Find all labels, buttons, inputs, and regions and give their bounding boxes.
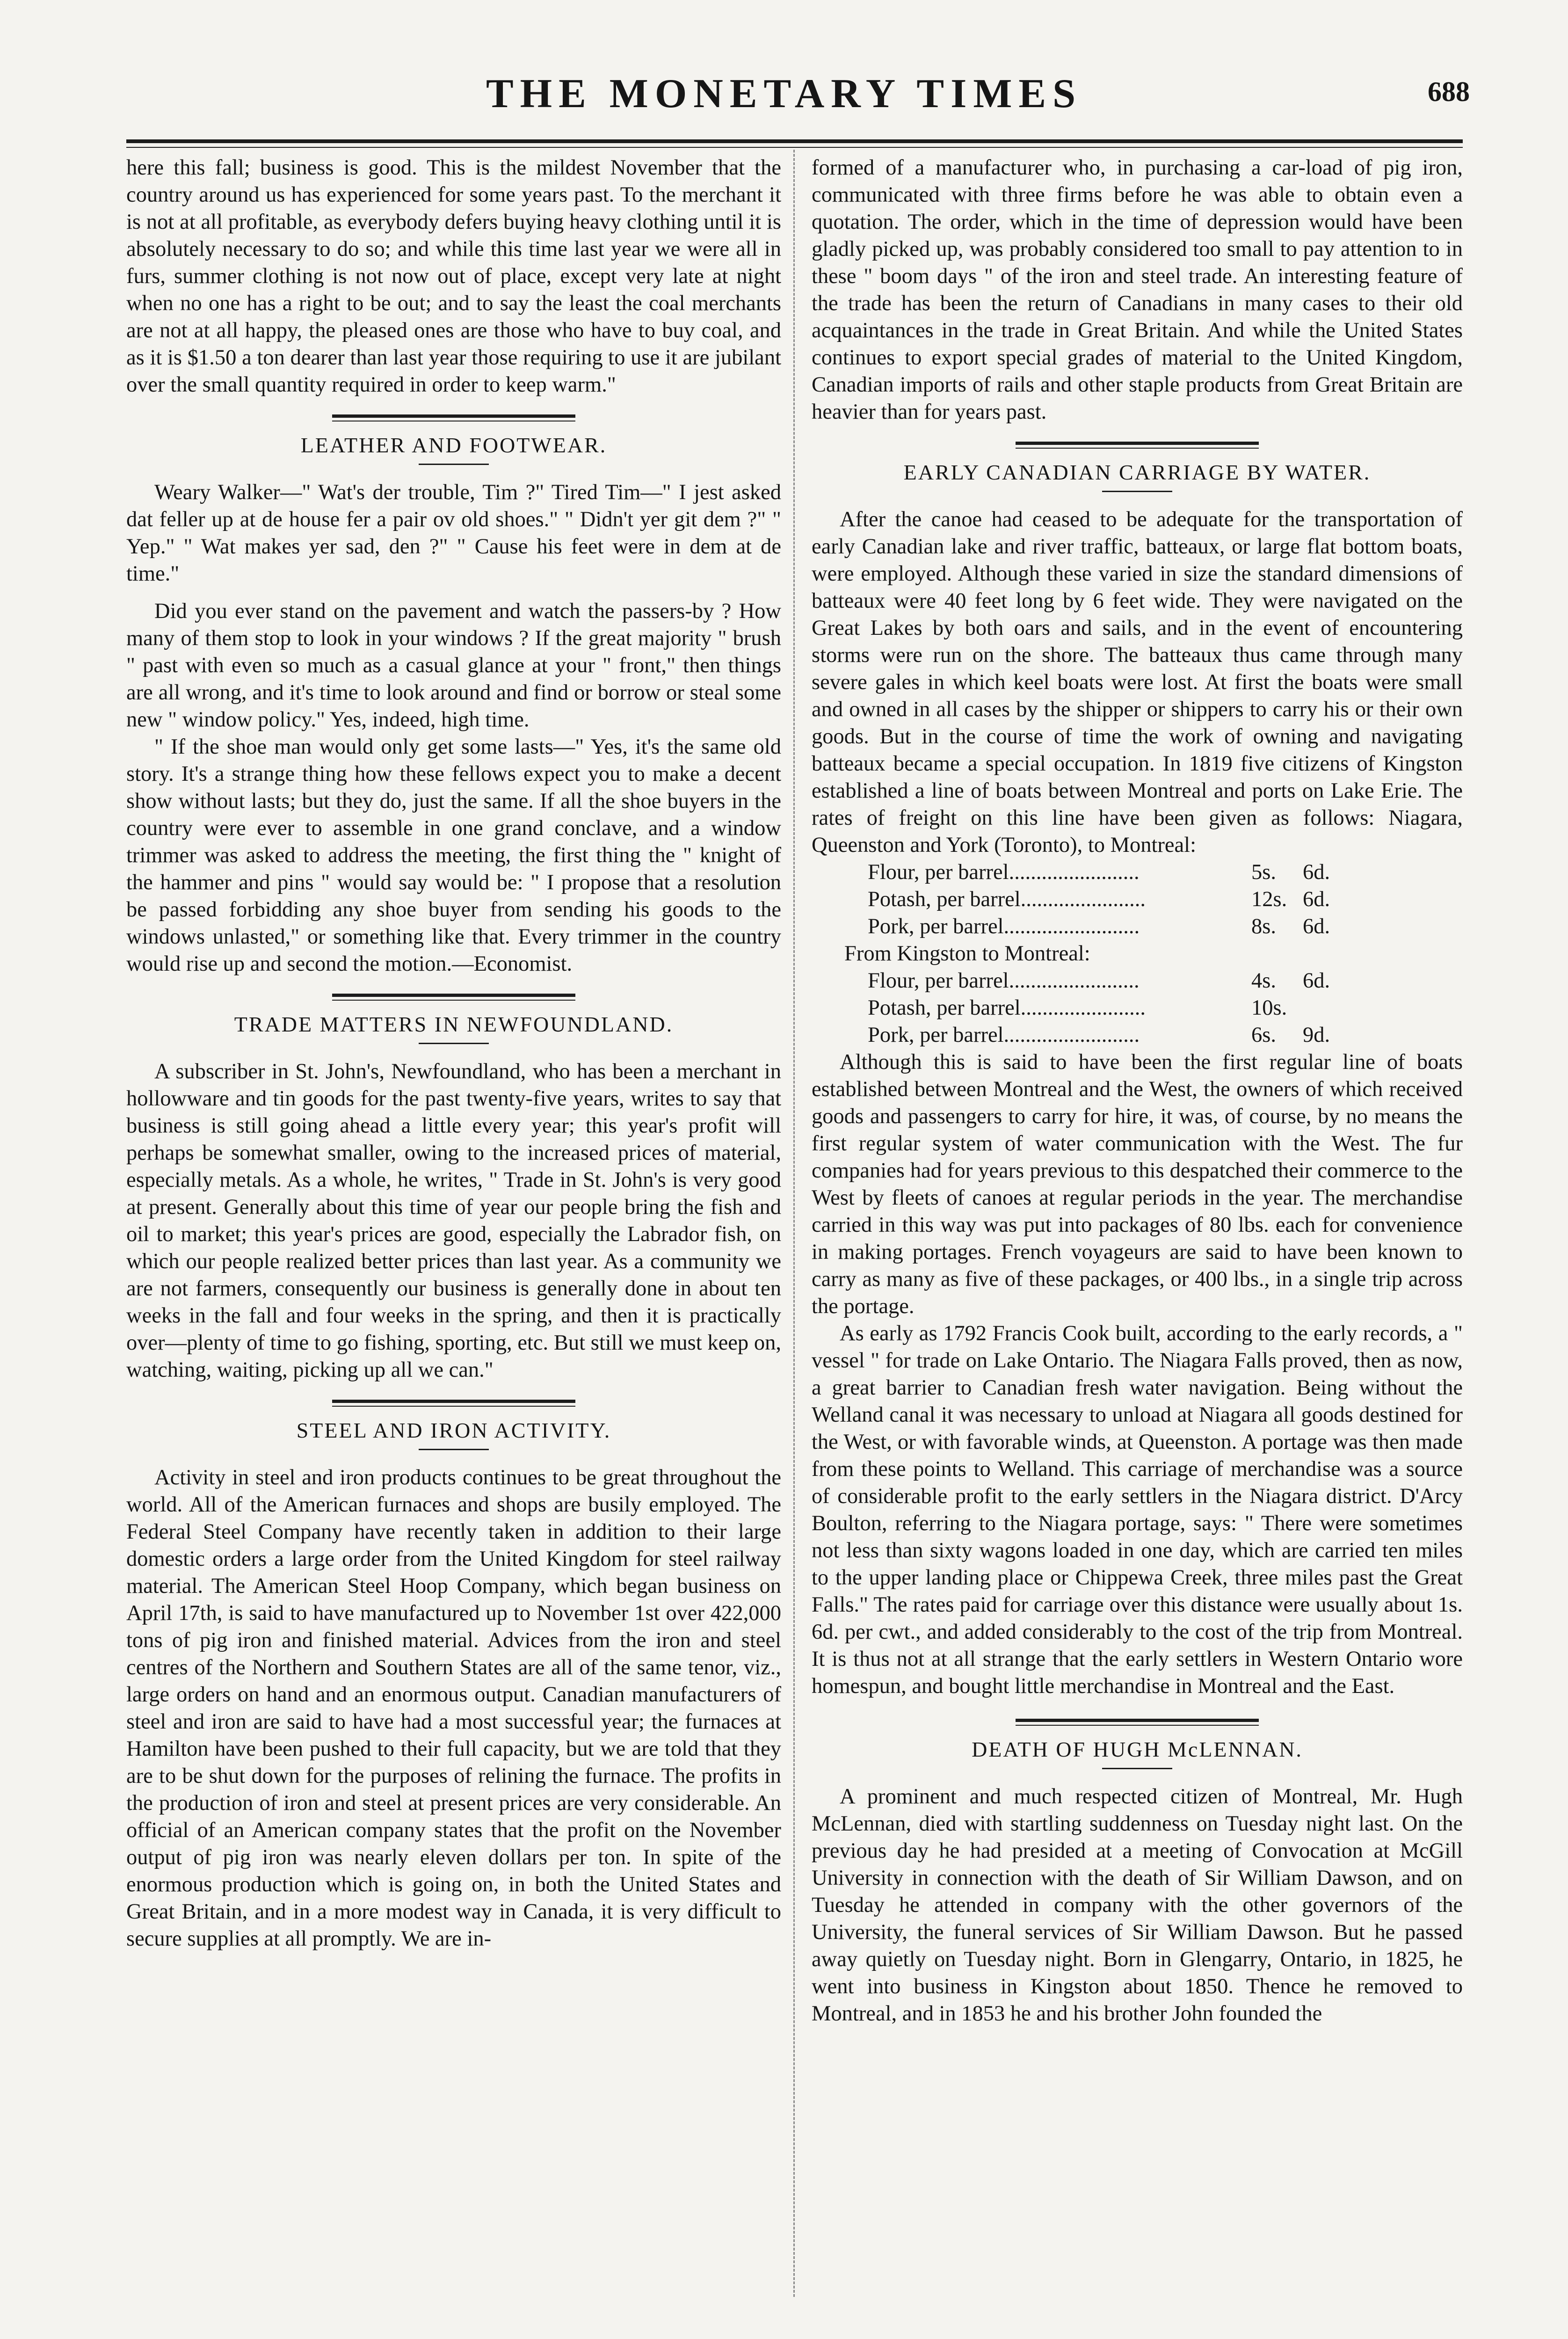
rate-row: Flour, per barrel........................ 4s. 6d. (868, 969, 1330, 993)
title-underline (419, 1043, 489, 1044)
freight-rates-table (844, 859, 1463, 1049)
section-title-death: DEATH OF HUGH McLENNAN. (972, 1737, 1303, 1761)
title-underline (419, 464, 489, 465)
article-paragraph: As early as 1792 Francis Cook built, according to the early records, a " vessel " for trade on Lake Ontario. The Niagara Falls proved, then as now, a great barrier to Canadian fresh water navigation. Being without the Welland canal it was necessary to unload at Niagara all goods destined for the West, or with favorable winds, at Queenston. A portage was then made from these points to Welland. This carriage of merchandise was a source of considerable profit to the early settlers in the Niagara district. D'Arcy Boulton, referring to the Niagara portage, says: " There were sometimes not less than sixty wagons loaded in one day, which are carried ten miles to the upper landing place or Chippewa Creek, three miles past the Great Falls." The rates paid for carriage over this distance were usually about 1s. 6d. per cwt., and added considerably to the cost of the trip from Montreal. It is thus not at all strange that the early settlers in Western Ontario wore homespun, and bought little merchandise in Montreal and the East. (812, 1322, 1463, 1698)
article-paragraph: " If the shoe man would only get some lasts—" Yes, it's the same old story. It's a strange thing how these fellows expect you to make a decent show without lasts; but they do, just the same. If all the shoe buyers in the country were ever to assemble in one grand conclave, and a window trimmer was asked to address the meeting, the first thing the " knight of the hammer and pins " would say would be: " I propose that a resolution be passed forbidding any shoe buyer from sending his goods to the windows unlasted," or something like that. Every trimmer in the country would rise up and second the motion.—Economist. (126, 735, 781, 976)
rate-row: Potash, per barrel....................... 10s. (868, 996, 1287, 1020)
column-divider (793, 150, 795, 2297)
rate-row: Pork, per barrel......................... 6s. 9d. (868, 1023, 1330, 1047)
rate-subheading: From Kingston to Montreal: (844, 942, 1090, 966)
section-rule (332, 994, 575, 1001)
page-number: 688 (1428, 76, 1470, 107)
rate-row: Flour, per barrel........................ 5s. 6d. (868, 860, 1330, 884)
article-paragraph: A prominent and much respected citizen of Montreal, Mr. Hugh McLennan, died with startling suddenness on Tuesday night last. On the previous day he had presided at a meeting of Convocation at McGill University in connection with the death of Sir William Dawson, and on Tuesday he attended in company with the other governors of the University, the funeral services of Sir William Dawson. But he passed away quietly on Tuesday night. Born in Glengarry, Ontario, in 1825, he went into business in Kingston about 1850. Thence he removed to Montreal, and in 1853 he and his brother John founded the (812, 1785, 1463, 2026)
section-title-trade: TRADE MATTERS IN NEWFOUNDLAND. (234, 1012, 674, 1036)
article-paragraph: A subscriber in St. John's, Newfoundland, who has been a merchant in hollowware and tin goods for the past twenty-five years, writes to say that business is still going ahead a little every year; this year's profit will perhaps be somewhat smaller, owing to the increased prices of material, especially metals. As a whole, he writes, " Trade in St. John's is very good at present. Generally about this time of year our people bring the fish and oil to market; this year's prices are good, especially the Labrador fish, on which our people realized better prices than last year. As a community we are not farmers, consequently our business is generally done in about ten weeks in the fall and four weeks in the spring, and then it is practically over—plenty of time to go fishing, sporting, etc. But still we must keep on, watching, waiting, picking up all we can." (126, 1060, 781, 1382)
section-rule (1016, 442, 1259, 449)
header-rule-thin (126, 147, 1463, 148)
continued-paragraph: formed of a manufacturer who, in purchasing a car-load of pig iron, communicated with three firms before he was able to obtain even a quotation. The order, which in the time of depression would have been gladly picked up, was probably considered too small to pay attention to in these " boom days " of the iron and steel trade. An interesting feature of the trade has been the return of Canadians in many cases to their old acquaintances in the trade in Great Britain. And while the United States continues to export special grades of material to the United Kingdom, Canadian imports of rails and other staple products from Great Britain are heavier than for years past. (812, 156, 1463, 424)
section-rule (332, 1400, 575, 1407)
left-column (126, 154, 781, 1953)
rate-row: Pork, per barrel......................... 8s. 6d. (868, 915, 1330, 938)
section-title-leather: LEATHER AND FOOTWEAR. (300, 433, 607, 457)
right-column (812, 154, 1463, 2027)
article-paragraph: Did you ever stand on the pavement and watch the passers-by ? How many of them stop to look in your windows ? If the great majority " brush " past with even so much as a casual glance at your " front," then things are all wrong, and it's time to look around and find or borrow or steal some new " window policy." Yes, indeed, high time. (126, 599, 781, 732)
article-paragraph: After the canoe had ceased to be adequate for the transportation of early Canadian lake and river traffic, batteaux, or large flat bottom boats, were employed. Although these varied in size the standard dimensions of batteaux were 40 feet long by 6 feet wide. They were navigated on the Great Lakes by both oars and sails, and in the event of encountering storms were run on the shore. The batteaux thus came through many severe gales in which keel boats were lost. At first the boats were small and owned in all cases by the shipper or shippers to carry his or their own goods. But in the course of time the work of owning and navigating batteaux became a special occupation. In 1819 five citizens of Kingston established a line of boats between Montreal and ports on Lake Erie. The rates of freight on this line have been given as follows: Niagara, Queenston and York (Toronto), to Montreal: (812, 508, 1463, 857)
article-paragraph: Activity in steel and iron products continues to be great throughout the world. All of the American furnaces and shops are busily employed. The Federal Steel Company have recently taken in addition to their large domestic orders a large order from the United Kingdom for steel railway material. The American Steel Hoop Company, which began business on April 17th, is said to have manufactured up to November 1st over 422,000 tons of pig iron and finished material. Advices from the iron and steel centres of the Northern and Southern States are all of the same tenor, viz., large orders on hand and an enormous output. Canadian manufacturers of steel and iron are said to have had a most successful year; the furnaces at Hamilton have been pushed to their full capacity, but we are told that they are to be shut down for the purposes of relining the furnace. The profits in the production of iron and steel at present prices are very considerable. An official of an American company states that the profit on the November output of pig iron was nearly eleven dollars per ton. In spite of the enormous production which is going on, in both the United States and Great Britain, and in a more modest way in Canada, it is very difficult to secure supplies at all promptly. We are in- (126, 1466, 781, 1951)
article-paragraph: Although this is said to have been the first regular line of boats established between Montreal and the West, the owners of which received goods and passengers to carry for hire, it was, of course, by no means the first regular system of water communication with the West. The fur companies had for years previous to this despatched their commerce to the West by fleets of canoes at regular periods in the year. The merchandise carried in this way was put into packages of 80 lbs. each for convenience in making portages. French voyageurs are said to have been known to carry as many as five of these packages, or 400 lbs., in a single trip across the portage. (812, 1050, 1463, 1318)
section-rule (332, 414, 575, 421)
continued-paragraph: here this fall; business is good. This is the mildest November that the country around us has experienced for some years past. To the merchant it is not at all profitable, as everybody defers buying heavy clothing until it is absolutely necessary to do so; and while this time last year we were all in furs, summer clothing is not now out of place, except very late at night when no one has a right to be out; and to say the least the coal merchants are not at all happy, the pleased ones are those who have to buy coal, and as it is $1.50 a ton dearer than last year those requiring to use it are jubilant over the small quantity required in order to keep warm." (126, 156, 781, 397)
header-rule (126, 139, 1463, 143)
page-header (0, 70, 1568, 131)
section-title-early: EARLY CANADIAN CARRIAGE BY WATER. (903, 460, 1371, 484)
title-underline (1102, 491, 1172, 492)
title-underline (419, 1449, 489, 1450)
section-title-steel: STEEL AND IRON ACTIVITY. (296, 1418, 611, 1442)
masthead-title: THE MONETARY TIMES (486, 71, 1082, 116)
article-paragraph: Weary Walker—" Wat's der trouble, Tim ?" Tired Tim—" I jest asked dat feller up at de house fer a pair ov old shoes." " Didn't yer git dem ?" " Yep." " Wat makes yer sad, den ?" " Cause his feet were in dem at de time." (126, 480, 781, 586)
rate-row: Potash, per barrel....................... 12s. 6d. (868, 887, 1330, 911)
section-rule (1016, 1719, 1259, 1726)
title-underline (1102, 1768, 1172, 1769)
